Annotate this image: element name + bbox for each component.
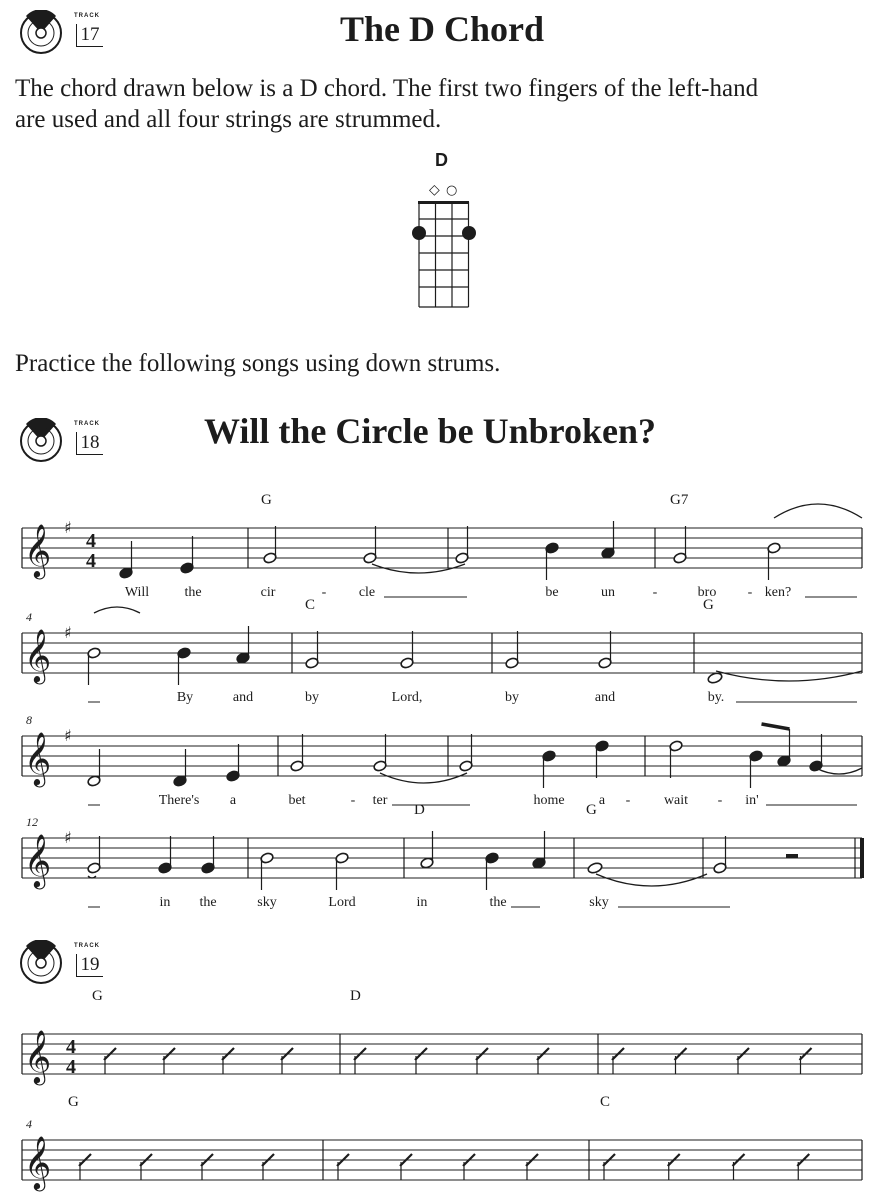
- lyric-word: a: [229, 793, 237, 808]
- track-badge-18: [14, 418, 104, 464]
- half-rest-icon: [786, 854, 798, 858]
- lyric-word: by: [505, 690, 519, 705]
- strum-slash: [797, 1154, 809, 1180]
- lyric-word: the: [489, 895, 507, 910]
- practice-instruction: Practice the following songs using down strums.: [15, 350, 501, 377]
- note: [173, 749, 187, 787]
- lyric-word: Lord: [328, 895, 356, 910]
- lyric-word: cir: [260, 585, 276, 600]
- lyric-word: in: [416, 895, 428, 910]
- finger-dot: [412, 226, 426, 240]
- note: [545, 542, 559, 580]
- track-badge-19: [14, 940, 104, 986]
- lyric-word: in: [159, 895, 171, 910]
- lyric-word: the: [184, 585, 202, 600]
- treble-clef-icon: 𝄞: [24, 523, 52, 577]
- open-string-icon: ○: [446, 183, 458, 198]
- lyric-word: -: [652, 585, 658, 600]
- chord-symbol: C: [600, 1094, 611, 1110]
- strum-slash: [354, 1048, 366, 1074]
- note: [598, 631, 612, 669]
- note: [485, 852, 499, 890]
- chord-symbol: G: [68, 1094, 79, 1110]
- measure-number: 4: [26, 1117, 32, 1131]
- measure-number: 4: [26, 610, 32, 624]
- lyric-word: a: [598, 793, 606, 808]
- chord-symbol: G: [92, 990, 103, 1004]
- chord-symbol: D: [414, 802, 425, 818]
- beam: [762, 724, 790, 729]
- diamond-marker-icon: ◇: [429, 182, 440, 198]
- note: [420, 831, 434, 869]
- strum-slash: [737, 1048, 749, 1074]
- track-number: 18: [76, 432, 103, 455]
- note: [236, 626, 250, 664]
- strum-slash: [140, 1154, 152, 1180]
- lyric-word: home: [533, 793, 565, 808]
- strum-slash: [337, 1154, 349, 1180]
- cd-icon: [14, 418, 74, 464]
- lyric-word: ken?: [764, 585, 792, 600]
- cd-icon: [14, 940, 74, 986]
- strum-slash: [675, 1048, 687, 1074]
- lyric-word: -: [747, 585, 753, 600]
- strum-slash: [733, 1154, 745, 1180]
- sharp-icon: ♯: [64, 518, 72, 537]
- treble-clef-icon: 𝄞: [24, 833, 52, 887]
- treble-clef-icon: 𝄞: [24, 1135, 52, 1189]
- treble-clef-icon: 𝄞: [24, 628, 52, 682]
- lyric-word: un: [601, 585, 615, 600]
- strum-slash: [463, 1154, 475, 1180]
- note: [290, 734, 304, 772]
- lyric-word: -: [321, 585, 327, 600]
- lyric-word: and: [232, 690, 254, 705]
- sharp-icon: ♯: [64, 828, 72, 847]
- chord-symbol: G7: [670, 492, 689, 508]
- treble-clef-icon: 𝄞: [24, 731, 52, 785]
- slur: [816, 768, 862, 774]
- lyric-word: in': [745, 793, 759, 808]
- strum-slash: [537, 1048, 549, 1074]
- note: [87, 647, 101, 685]
- strum-slash: [476, 1048, 488, 1074]
- note: [459, 734, 473, 772]
- note: [777, 729, 791, 767]
- lyric-word: sky: [589, 895, 609, 910]
- chord-diagram-name: D: [435, 150, 448, 170]
- lyric-word: and: [594, 690, 616, 705]
- note: [87, 836, 101, 874]
- note: [601, 521, 615, 559]
- song-title: Will the Circle be Unbroken?: [204, 411, 657, 451]
- chord-symbol: G: [703, 597, 714, 613]
- track-label: TRACK: [74, 421, 100, 427]
- time-signature-bottom: 4: [86, 550, 96, 572]
- lyric-word: cle: [358, 585, 376, 600]
- note: [809, 734, 823, 772]
- strum-slash: [800, 1048, 812, 1074]
- strum-slash: [104, 1048, 116, 1074]
- lyric-word: -: [717, 793, 723, 808]
- intro-line-1: The chord drawn below is a D chord. The first two fingers of the left-hand: [15, 75, 759, 102]
- time-signature-top: 4: [86, 530, 96, 552]
- note: [226, 744, 240, 782]
- chord-symbol: D: [350, 990, 361, 1004]
- note: [201, 836, 215, 874]
- chord-symbol: G: [261, 492, 272, 508]
- slur: [774, 504, 862, 518]
- intro-line-2: are used and all four strings are strummed.: [15, 106, 442, 133]
- chord-diagram: [405, 175, 485, 315]
- measure-number: 12: [26, 815, 38, 829]
- lyric-word: Will: [124, 585, 150, 600]
- note: [335, 852, 349, 890]
- note: [595, 740, 609, 778]
- lyric-word: wait: [663, 793, 689, 808]
- note: [749, 750, 763, 788]
- strum-slash: [668, 1154, 680, 1180]
- lyric-word: bro: [697, 585, 717, 600]
- time-signature-bottom: 4: [66, 1056, 76, 1078]
- cd-icon: [14, 10, 74, 56]
- chord-symbol: C: [305, 597, 316, 613]
- strum-slash: [163, 1048, 175, 1074]
- lyric-word: the: [199, 895, 217, 910]
- track-label: TRACK: [74, 13, 100, 19]
- sharp-icon: ♯: [64, 726, 72, 745]
- lyric-word: -: [625, 793, 631, 808]
- note: [587, 862, 603, 875]
- note: [532, 831, 546, 869]
- note: [119, 541, 133, 579]
- treble-clef-icon: 𝄞: [24, 1029, 52, 1083]
- note: [713, 836, 727, 874]
- page-title: The D Chord: [340, 9, 545, 49]
- note: [180, 536, 194, 574]
- note: [542, 750, 556, 788]
- slur: [596, 874, 707, 886]
- track-number: 19: [76, 954, 103, 977]
- note: [505, 631, 519, 669]
- note: [373, 734, 387, 772]
- note: [400, 631, 414, 669]
- lyric-word: There's: [158, 793, 200, 808]
- lyric-word: bet: [288, 793, 306, 808]
- strum-slash: [262, 1154, 274, 1180]
- strum-slash: [603, 1154, 615, 1180]
- measure-number: 8: [26, 713, 32, 727]
- note: [263, 526, 277, 564]
- strum-slash: [415, 1048, 427, 1074]
- lyric-word: be: [545, 585, 559, 600]
- song-staff: [0, 478, 887, 938]
- strum-slash: [612, 1048, 624, 1074]
- strum-staff: [0, 990, 887, 1200]
- lyric-word: By: [176, 690, 194, 705]
- strum-slash: [526, 1154, 538, 1180]
- note: [177, 647, 191, 685]
- strum-slash: [400, 1154, 412, 1180]
- strum-slash: [281, 1048, 293, 1074]
- strum-slash: [222, 1048, 234, 1074]
- time-signature-top: 4: [66, 1036, 76, 1058]
- finger-dot: [462, 226, 476, 240]
- note: [87, 749, 101, 787]
- note: [363, 526, 377, 564]
- slur: [88, 876, 96, 878]
- lyric-word: by.: [707, 690, 725, 705]
- lyric-word: sky: [257, 895, 277, 910]
- lyric-word: -: [350, 793, 356, 808]
- note: [673, 526, 687, 564]
- track-badge-17: [14, 10, 104, 56]
- track-label: TRACK: [74, 943, 100, 949]
- note: [260, 852, 274, 890]
- chord-symbol: G: [586, 802, 597, 818]
- note: [158, 836, 172, 874]
- slur: [380, 773, 467, 783]
- note: [669, 740, 683, 778]
- sharp-icon: ♯: [64, 623, 72, 642]
- slur: [94, 607, 140, 613]
- track-number: 17: [76, 24, 103, 47]
- note: [767, 542, 781, 580]
- strum-slash: [201, 1154, 213, 1180]
- note: [305, 631, 319, 669]
- strum-slash: [79, 1154, 91, 1180]
- note: [455, 526, 469, 564]
- lyric-word: ter: [372, 793, 388, 808]
- lyric-word: Lord,: [391, 690, 423, 705]
- lyric-word: by: [305, 690, 319, 705]
